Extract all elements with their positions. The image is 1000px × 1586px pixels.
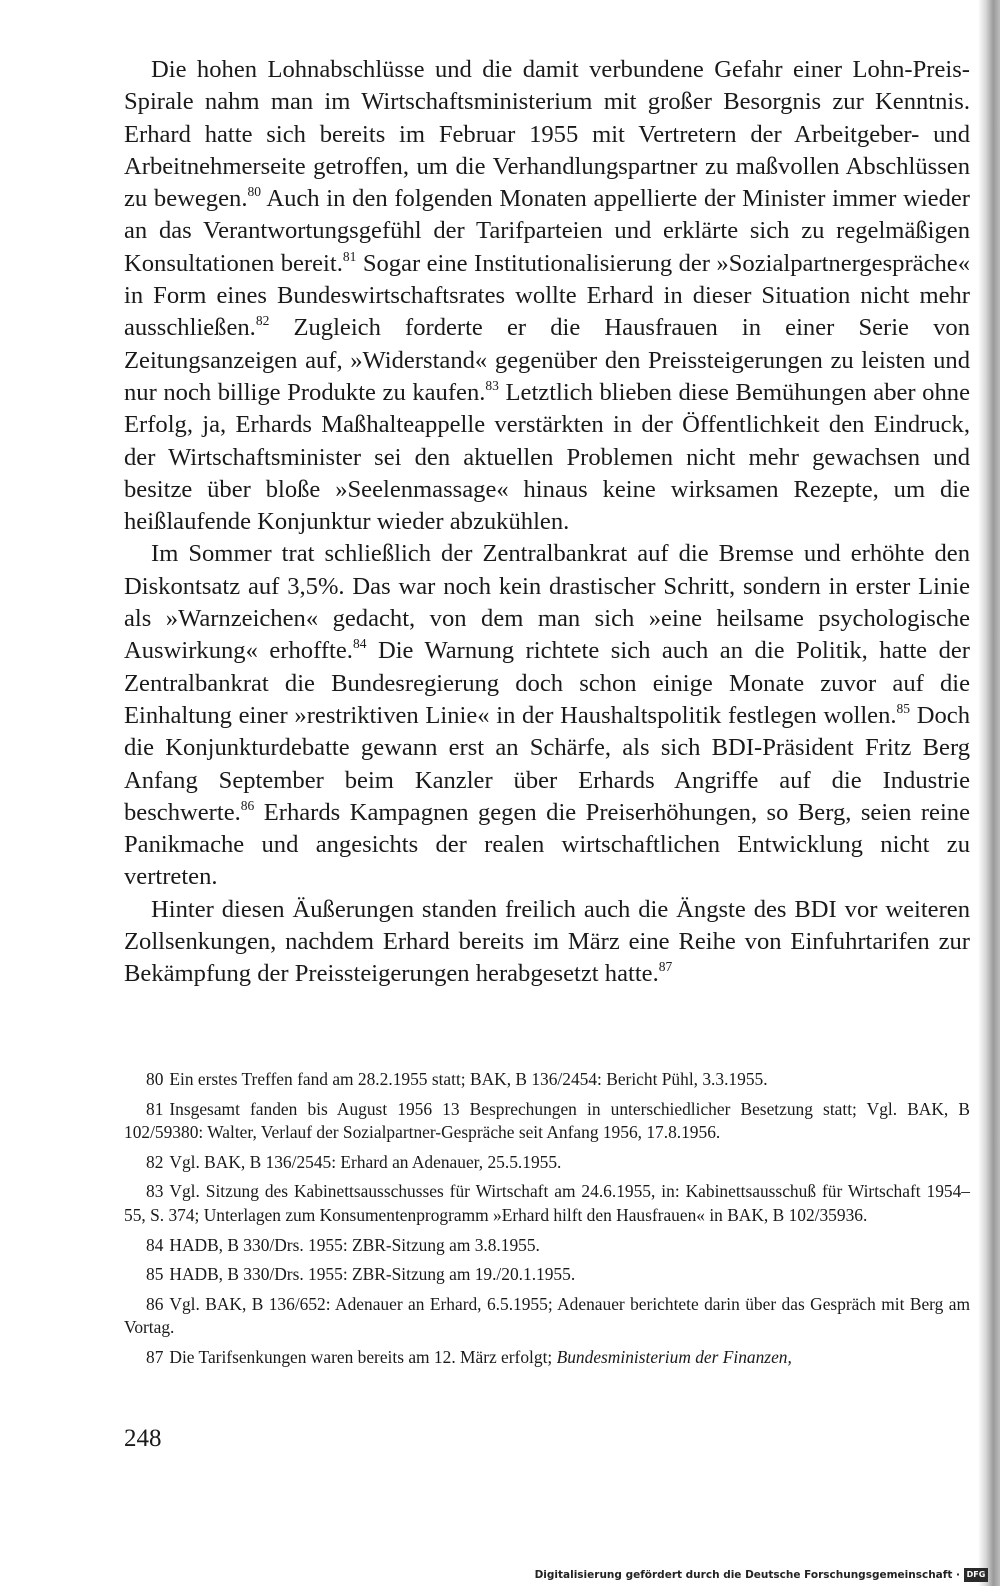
footnote-number: 86 [146,1293,164,1314]
paragraph-2-text-b: Die Warnung richtete sich auch an die Politik, hatte der Zentralbankrat die Bundesregierung doch schon einige Monate zuvor auf die Einhaltung einer »restriktiven Linie« in der Haushaltspolitik festlegen wollen. [124,637,971,729]
footnotes [124,1068,970,1376]
page-number: 248 [124,1425,162,1452]
footnote-ref-86: 86 [240,797,255,813]
footnote-84 [124,1234,970,1258]
footnote-text: Insgesamt fanden bis August 1956 13 Besprechungen in unterschiedlicher Besetzung statt; Vgl. BAK, B 102/59380: Walter, Verlauf der Sozialpartner-Gespräche seit Anfang 1956, 17.8.1956. [124,1098,970,1143]
footnote-number: 85 [146,1264,164,1285]
footnote-ref-82: 82 [255,313,270,329]
footnote-83 [124,1180,970,1227]
footnote-number: 81 [146,1098,164,1119]
paragraph-2 [124,538,970,893]
paragraph-1-text-c: Sogar eine Institutionalisierung der »Sozialpartnergespräche« in Form eines Bundeswirtschaftsrates wollte Erhard in dieser Situation nicht mehr ausschließen. [124,249,971,342]
main-text [124,54,970,991]
footnote-85 [124,1263,970,1287]
footnote-text: Vgl. BAK, B 136/2545: Erhard an Adenauer, 25.5.1955. [169,1151,562,1172]
paragraph-2-text-c: Doch die Konjunkturdebatte gewann erst an Schärfe, als sich BDI-Präsident Fritz Berg Anfang September beim Kanzler über Erhards Angriffe auf die Industrie beschwerte. [124,701,970,826]
footnote-text: Vgl. Sitzung des Kabinettsausschusses für Wirtschaft am 24.6.1955, in: Kabinettsausschuß für Wirtschaft 1954–55, S. 374; Unterlagen zum Konsumentenprogramm »Erhard hilft den Hausfrauen« in BAK, B 102/35936. [124,1181,970,1225]
footnote-text: Die Tarifsenkungen waren bereits am 12. März erfolgt; [169,1346,553,1367]
paragraph-1-text-d: Zugleich forderte er die Hausfrauen in einer Serie von Zeitungsanzeigen auf, »Widerstand« gegenüber den Preissteigerungen zu leisten und nur noch billige Produkte zu kaufen. [124,314,970,406]
paragraph-1-text-b: Auch in den folgenden Monaten appellierte der Minister immer wieder an das Verantwortungsgefühl der Tarifparteien und erklärte sich zu regelmäßigen Konsultationen bereit. [124,185,970,277]
footnote-87 [124,1346,970,1370]
paragraph-1 [124,54,970,538]
footnote-82 [124,1151,970,1175]
footnote-ref-84: 84 [352,636,367,652]
footnote-italic-source: Bundesministerium der Finanzen, [556,1346,792,1367]
footnote-80 [124,1068,970,1092]
paragraph-3 [124,894,970,991]
paragraph-2-text-a: Im Sommer trat schließlich der Zentralbankrat auf die Bremse und erhöhte den Diskontsatz auf 3,5%. Das war noch kein drastischer Schritt, sondern in erster Linie als »Warnzeichen« gedacht, von dem man sich »eine heilsame psychologische Auswirkung« erhoffte. [124,540,970,665]
footnote-number: 82 [146,1151,164,1172]
footnote-number: 83 [146,1181,164,1202]
footnote-86 [124,1293,970,1340]
footnote-number: 84 [146,1234,164,1255]
footnote-text: HADB, B 330/Drs. 1955: ZBR-Sitzung am 3.8.1955. [169,1234,540,1255]
paragraph-3-text-a: Hinter diesen Äußerungen standen freilich auch die Ängste des BDI vor weiteren Zollsenkungen, nachdem Erhard bereits im März eine Reihe von Einfuhrtarifen zur Bekämpfung der Preissteigerungen herabgesetzt hatte. [124,895,970,988]
paragraph-1-text-e: Letztlich blieben diese Bemühungen aber ohne Erfolg, ja, Erhards Maßhalteappelle verstärkten in der Öffentlichkeit den Eindruck, der Wirtschaftsminister sei den aktuellen Problemen nicht mehr gewachsen und besitze über bloße »Seelenmassage« hinaus keine wirksamen Rezepte, um die heißlaufende Konjunktur wieder abzukühlen. [124,378,970,536]
digitization-credit: Digitalisierung gefördert durch die Deutsche Forschungsgemeinschaft · [534,1569,960,1581]
footnote-ref-80: 80 [247,184,261,200]
footnote-81 [124,1098,970,1145]
footnote-text: HADB, B 330/Drs. 1955: ZBR-Sitzung am 19./20.1.1955. [169,1264,576,1285]
footnote-text: Ein erstes Treffen fand am 28.2.1955 statt; BAK, B 136/2454: Bericht Pühl, 3.3.1955. [169,1069,768,1089]
dfg-logo-icon: DFG [964,1568,988,1582]
paragraph-2-text-d: Erhards Kampagnen gegen die Preiserhöhungen, so Berg, seien reine Panikmache und angesichts der realen wirtschaftlichen Entwicklung nicht zu vertreten. [124,798,970,891]
scan-page-edge [978,0,1000,1586]
footnote-ref-83: 83 [485,377,499,393]
footnote-number: 80 [146,1069,164,1089]
footnote-ref-85: 85 [896,700,911,716]
paragraph-1-text-a: Die hohen Lohnabschlüsse und die damit verbundene Gefahr einer Lohn-Preis-Spirale nahm man im Wirtschaftsministerium mit großer Besorgnis zur Kenntnis. Erhard hatte sich bereits im Februar 1955 mit Vertretern der Arbeitgeber- und Arbeitnehmerseite getroffen, um die Verhandlungspartner zu maßvollen Abschlüssen zu bewegen. [124,56,970,213]
footnote-ref-81: 81 [342,248,357,264]
footnote-text: Vgl. BAK, B 136/652: Adenauer an Erhard, 6.5.1955; Adenauer berichtete darin über das Gespräch mit Berg am Vortag. [124,1293,970,1338]
footnote-number: 87 [146,1346,164,1367]
footnote-ref-87: 87 [658,959,673,975]
